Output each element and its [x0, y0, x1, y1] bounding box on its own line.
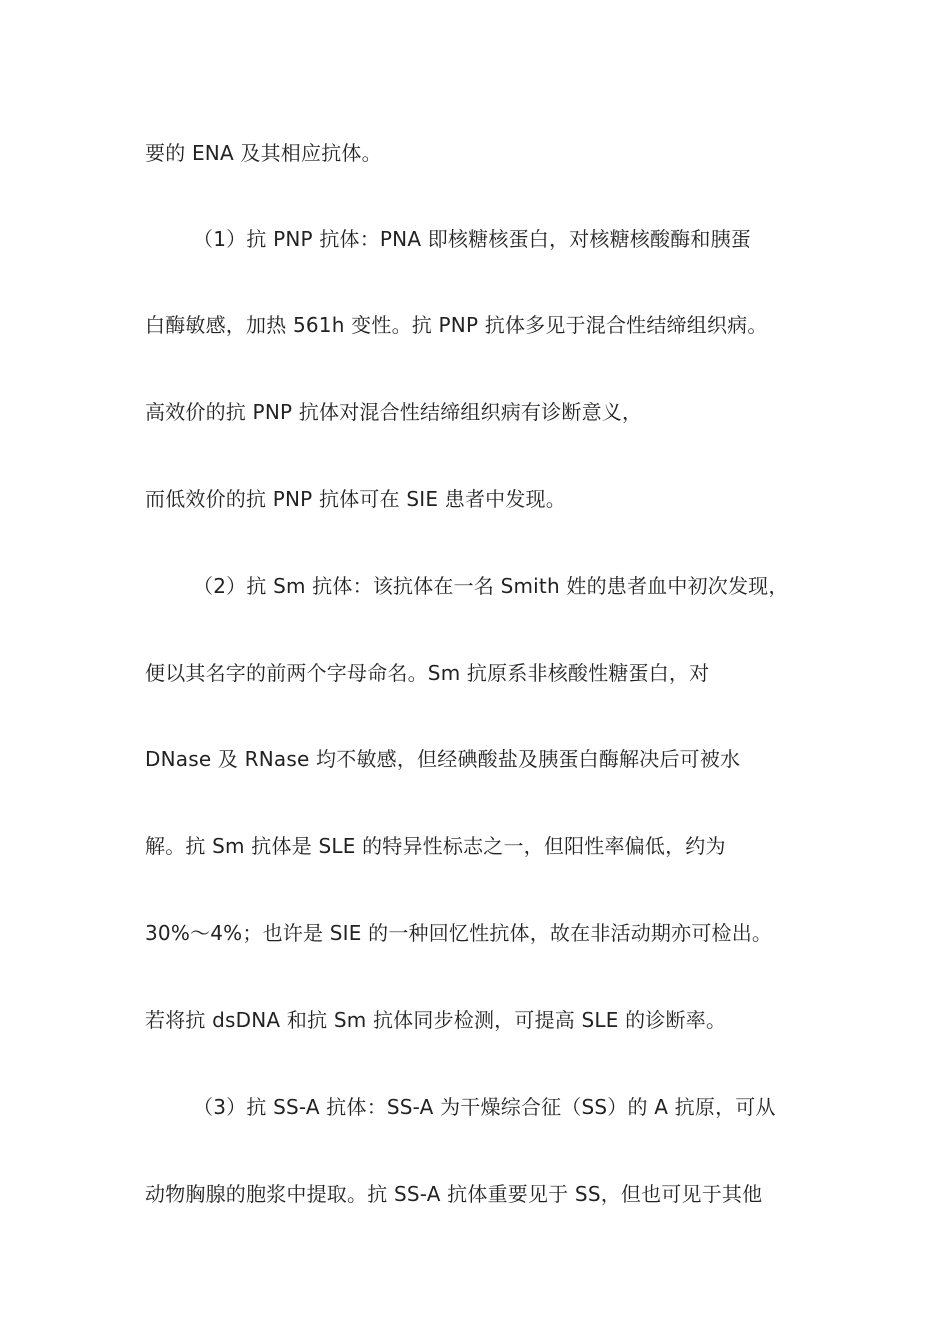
paragraph-start-line: （3）抗 SS-A 抗体：SS-A 为干燥综合征（SS）的 A 抗原，可从 — [193, 1095, 776, 1119]
paragraph-start-line: （1）抗 PNP 抗体：PNA 即核糖核蛋白，对核糖核酸酶和胰蛋 — [193, 227, 751, 251]
text-line: 30%～4%；也许是 SIE 的一种回忆性抗体，故在非活动期亦可检出。 — [145, 921, 773, 945]
paragraph-start-line: （2）抗 Sm 抗体：该抗体在一名 Smith 姓的患者血中初次发现， — [193, 574, 789, 598]
text-line: 动物胸腺的胞浆中提取。抗 SS-A 抗体重要见于 SS，但也可见于其他 — [145, 1182, 763, 1206]
text-line: 而低效价的抗 PNP 抗体可在 SIE 患者中发现。 — [145, 487, 566, 511]
text-line: 若将抗 dsDNA 和抗 Sm 抗体同步检测，可提高 SLE 的诊断率。 — [145, 1008, 727, 1032]
text-line: 解。抗 Sm 抗体是 SLE 的特异性标志之一，但阳性率偏低，约为 — [145, 834, 726, 858]
text-line: 便以其名字的前两个字母命名。Sm 抗原系非核酸性糖蛋白，对 — [145, 661, 710, 685]
text-line: 白酶敏感，加热 561h 变性。抗 PNP 抗体多见于混合性结缔组织病。 — [145, 313, 768, 337]
text-line: 高效价的抗 PNP 抗体对混合性结缔组织病有诊断意义， — [145, 400, 643, 424]
text-line: DNase 及 RNase 均不敏感，但经碘酸盐及胰蛋白酶解决后可被水 — [145, 747, 741, 771]
text-line: 要的 ENA 及其相应抗体。 — [145, 141, 382, 165]
